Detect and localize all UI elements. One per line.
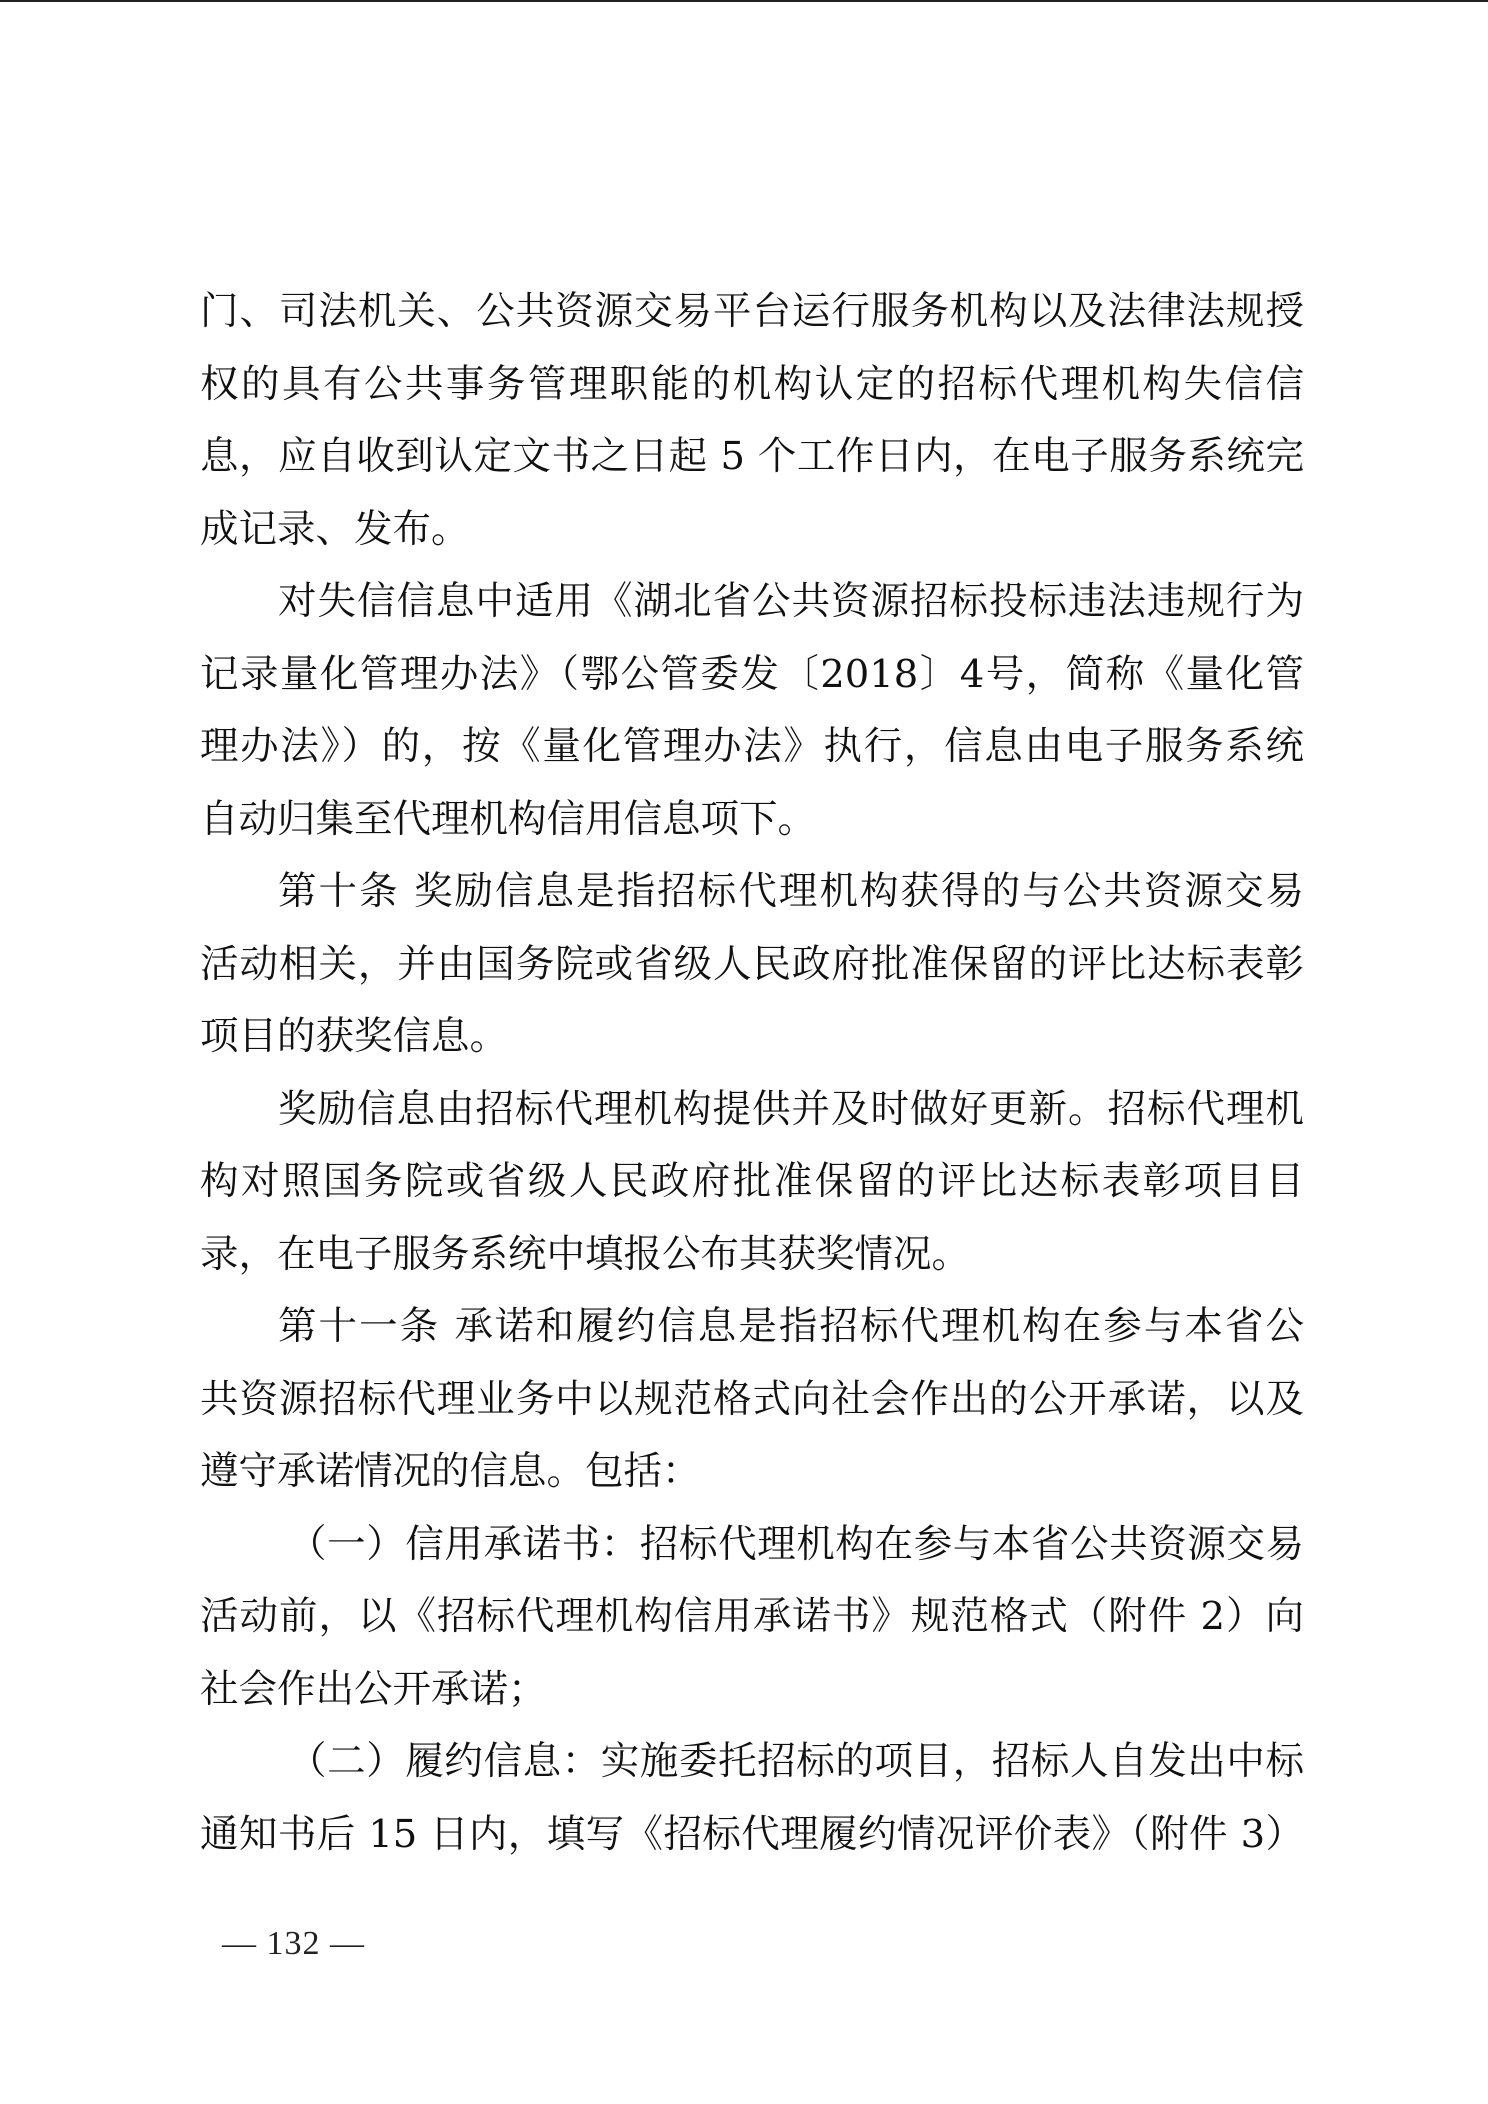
page-top-border [0, 0, 1488, 2]
text-line: 成记录、发布。 [200, 506, 470, 552]
list-item-2-line: （二）履约信息：实施委托招标的项目，招标人自发出中标 [288, 1739, 1304, 1784]
text-line: 门、司法机关、公共资源交易平台运行服务机构以及法律法规授 [200, 289, 1304, 334]
text-line: 理办法》）的，按《量化管理办法》执行，信息由电子服务系统 [200, 724, 1304, 769]
text-line: 通知书后 15 日内，填写《招标代理履约情况评价表》（附件 3） [200, 1811, 1304, 1857]
article-11-heading-line: 第十一条 承诺和履约信息是指招标代理机构在参与本省公 [278, 1304, 1304, 1349]
text-line: 活动前，以《招标代理机构信用承诺书》规范格式（附件 2）向 [200, 1594, 1304, 1639]
text-line: 社会作出公开承诺； [200, 1666, 547, 1712]
document-body [200, 276, 1304, 1871]
text-line: 息，应自收到认定文书之日起 5 个工作日内，在电子服务系统完 [200, 434, 1304, 479]
list-item-1-line: （一）信用承诺书：招标代理机构在参与本省公共资源交易 [288, 1521, 1304, 1567]
text-line: 构对照国务院或省级人民政府批准保留的评比达标表彰项目目 [200, 1159, 1304, 1204]
text-line: 项目的获奖信息。 [200, 1014, 509, 1059]
text-line: 遵守承诺情况的信息。包括： [200, 1449, 701, 1494]
text-line: 记录量化管理办法》（鄂公管委发〔2018〕4号，简称《量化管 [200, 651, 1304, 697]
article-10-heading-line: 第十条 奖励信息是指招标代理机构获得的与公共资源交易 [278, 869, 1304, 914]
text-line: 共资源招标代理业务中以规范格式向社会作出的公开承诺，以及 [200, 1376, 1304, 1422]
page-number: — 132 — [222, 1925, 365, 1962]
paragraph-start-line: 对失信信息中适用《湖北省公共资源招标投标违法违规行为 [278, 579, 1304, 624]
text-line: 录，在电子服务系统中填报公布其获奖情况。 [200, 1231, 971, 1277]
text-line: 权的具有公共事务管理职能的机构认定的招标代理机构失信信 [200, 361, 1304, 407]
text-line: 自动归集至代理机构信用信息项下。 [200, 796, 817, 842]
paragraph-start-line: 奖励信息由招标代理机构提供并及时做好更新。招标代理机 [278, 1086, 1304, 1132]
text-line: 活动相关，并由国务院或省级人民政府批准保留的评比达标表彰 [200, 941, 1304, 987]
